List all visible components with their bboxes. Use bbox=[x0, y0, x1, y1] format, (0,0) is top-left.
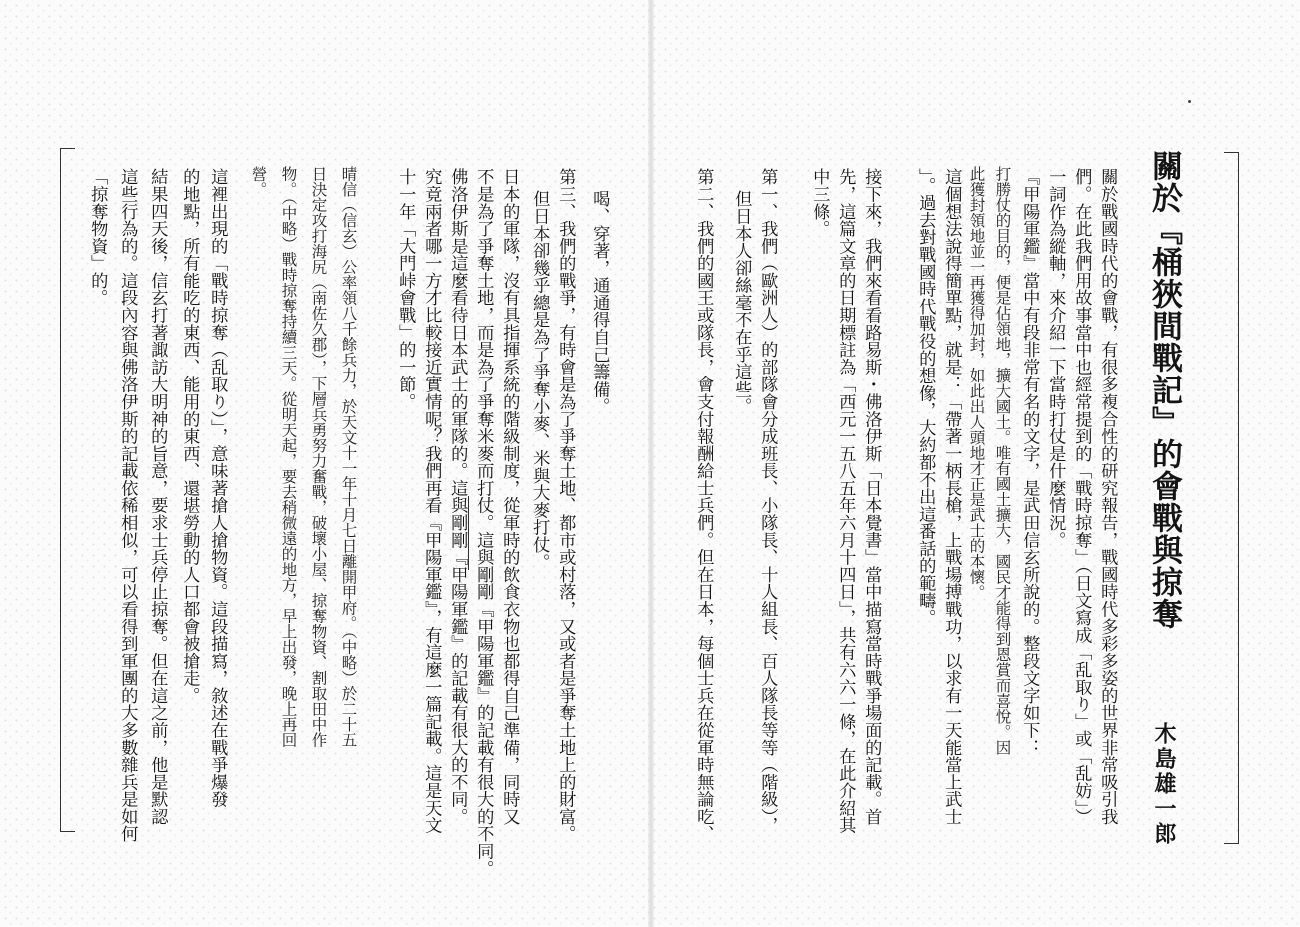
text-column: 這些行為的。這段內容與佛洛伊斯的記載依稀相似，可以看得到軍團的大多數雜兵是如何 bbox=[117, 168, 138, 843]
text-column: 關於戰國時代的會戰，有很多複合性的研究報告，戰國時代多彩多姿的世界非常吸引我 bbox=[1097, 168, 1118, 826]
quote-column: 此獲封領地並一再獲得加封，如此出人頭地才正是武士的本懷。 bbox=[967, 166, 986, 600]
quote-column: 物。（中略）戰時掠奪持續三天。從明天起，要去稍微遠的地方，早上出發，晚上再回 bbox=[279, 166, 298, 748]
text-column: 先，這篇文章的日期標註為「西元一五八五年六月十四日」，共有六六一條，在此介紹其 bbox=[835, 168, 856, 834]
quote-column: 營。 bbox=[249, 166, 268, 197]
text-column: 第一、我們（歐洲人）的部隊會分成班長、小隊長、十人組長、百人隊長等等（階級）， bbox=[757, 168, 778, 834]
text-column: 一詞作為縱軸，來介紹一下當時打仗是什麼情況。 bbox=[1045, 168, 1066, 549]
text-column: 日本的軍隊，沒有具指揮系統的階級制度，從軍時的飲食衣物也都得自己準備，同時又 bbox=[499, 168, 520, 826]
quote-column: 日決定攻打海尻（南佐久郡），下層兵勇努力奮戰，破壞小屋、掠奪物資、割取田中作 bbox=[309, 166, 328, 748]
text-column: 但日本人卻絲毫不在乎這些。 bbox=[731, 190, 752, 415]
quote-column: 打勝仗的目的，便是佔領地，擴大國土。唯有國土擴大，國民才能得到恩賞而喜悅。因 bbox=[993, 166, 1012, 755]
text-column: 這裡出現的「戰時掠奪（乱取り）」，意味著搶人搶物資。這段描寫，敘述在戰爭爆發 bbox=[207, 168, 228, 808]
text-column: 」。過去對戰國時代戰役的想像，大約都不出這番話的範疇。 bbox=[915, 168, 936, 627]
text-column: 結果四天後，信玄打著諏訪大明神的旨意，要求士兵停止掠奪。但在這之前，他是默認 bbox=[147, 168, 168, 826]
text-column: 究竟兩者哪一方才比較接近實情呢？我們再看『甲陽軍鑑』，有這麼一篇記載。這是天文 bbox=[421, 168, 442, 834]
text-column: 佛洛伊斯是這麼看待日本武士的軍隊的。這與剛剛『甲陽軍鑑』的記載有很大的不同。 bbox=[447, 168, 468, 826]
text-column: 但日本卻幾乎總是為了爭奪小麥、米與大麥打仗。 bbox=[529, 190, 550, 571]
text-column: 第二、我們的國王或隊長，會支付報酬給士兵們。但在日本，每個士兵在從軍時無論吃、 bbox=[693, 168, 714, 843]
emphasis-rule bbox=[468, 496, 469, 570]
text-column: 喝、穿著，通通得自己籌備。 bbox=[589, 190, 610, 415]
left-frame-bracket bbox=[60, 148, 75, 832]
text-column: 十一年「大門峠會戰」的一節。 bbox=[395, 168, 416, 411]
text-column: 接下來，我們來看看路易斯・佛洛伊斯「日本覺書」當中描寫當時戰爭場面的記載。首 bbox=[861, 168, 882, 826]
right-frame-bracket bbox=[1224, 152, 1239, 844]
quote-column: 晴信（信玄）公率領八千餘兵力，於天文十一年十月七日離開甲府。（中略）於二十五 bbox=[339, 166, 358, 748]
text-column: 不是為了爭奪土地，而是為了爭奪米麥而打仗。這與剛剛『甲陽軍鑑』的記載有很大的不同。 bbox=[473, 168, 494, 877]
text-column: 中三條。 bbox=[809, 168, 830, 238]
text-column: 第三、我們的戰爭，有時會是為了爭奪土地、都市或村落，又或者是爭奪土地上的財富。 bbox=[555, 168, 576, 843]
text-column: 『甲陽軍鑑』當中有段非常有名的文字，是武田信玄所說的。整段文字如下： bbox=[1019, 168, 1040, 756]
text-column: 這個想法說得簡單點，就是：「帶著一柄長槍，上戰場搏戰功，以求有一天能當上武士 bbox=[941, 168, 962, 826]
text-column: 「掠奪物資」的。 bbox=[87, 168, 108, 307]
text-column: 的地點，所有能吃的東西、能用的東西、還堪勞動的人口都會被搶走。 bbox=[179, 168, 200, 704]
text-column: 們。在此我們用故事當中也經常提到的「戰時掠奪」（日文寫成「乱取り」或「乱妨」） bbox=[1071, 168, 1092, 826]
article-title: 關於『桶狹間戰記』的會戰與掠奪 bbox=[1146, 150, 1182, 630]
author-name: 木島雄一郎 bbox=[1151, 722, 1177, 847]
